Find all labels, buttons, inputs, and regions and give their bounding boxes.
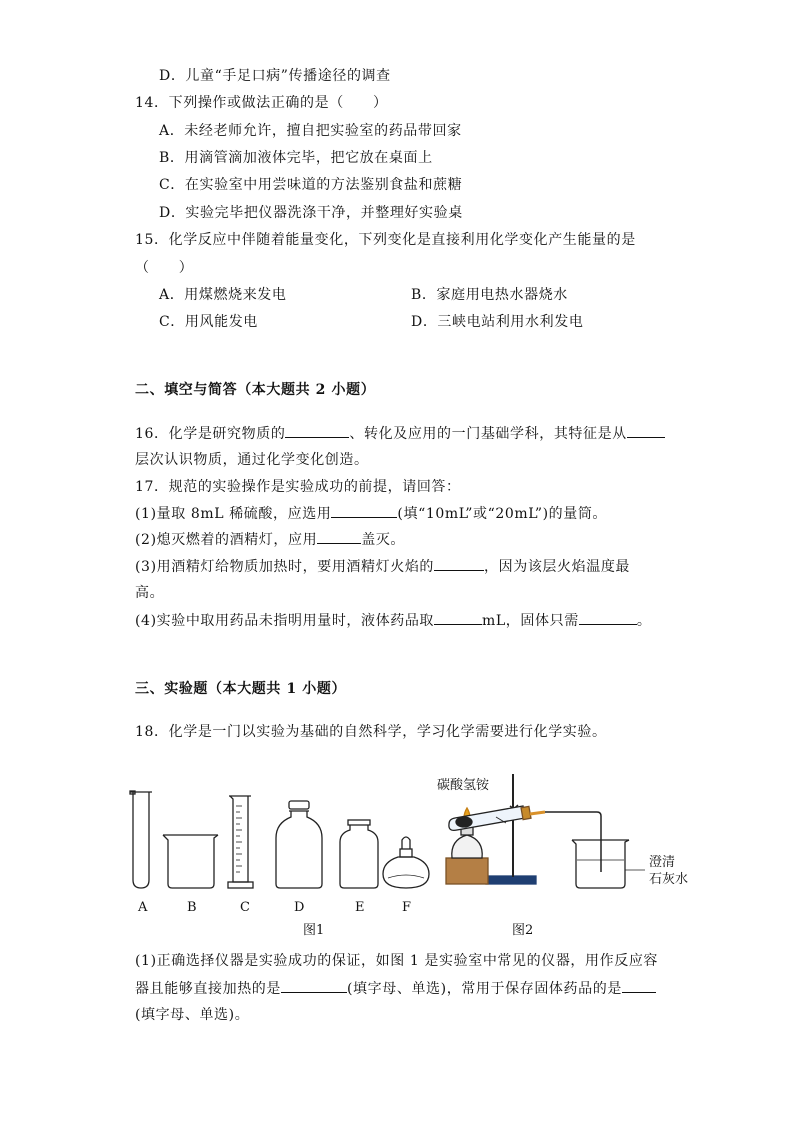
test-tube-icon xyxy=(130,791,152,888)
fig1-label-d: D xyxy=(294,900,305,915)
fig1-caption: 图1 xyxy=(303,923,325,938)
q14-option-c: C．在实验室中用尝味道的方法鉴别食盐和蔗糖 xyxy=(159,177,463,193)
q15-option-d: D．三峡电站利用水利发电 xyxy=(411,314,584,330)
fig1-label-e: E xyxy=(355,900,365,915)
q16-line2: 层次认识物质，通过化学变化创造。 xyxy=(135,452,369,468)
q18-part1-line2-b: (填字母、单选)，常用于保存固体药品的是 xyxy=(347,981,622,997)
fig2-reagent-label: 碳酸氢铵 xyxy=(437,778,490,793)
q18-part1-line1: (1)正确选择仪器是实验成功的保证，如图 1 是实验室中常见的仪器，用作反应容 xyxy=(135,953,659,969)
q16-line1-b: 、转化及应用的一门基础学科，其特征是从 xyxy=(349,426,627,442)
q14-option-a: A．未经老师允许，擅自把实验室的药品带回家 xyxy=(159,123,462,139)
q17-stem: 17．规范的实验操作是实验成功的前提，请回答： xyxy=(135,479,461,495)
q15-paren: （ ） xyxy=(135,260,194,276)
fig2-limewater-label-1: 澄清 xyxy=(649,855,676,870)
q14-option-d: D．实验完毕把仪器洗涤干净，并整理好实验桌 xyxy=(159,205,463,221)
q14-option-b: B．用滴管滴加液体完毕，把它放在桌面上 xyxy=(159,150,433,166)
q15-option-c: C．用风能发电 xyxy=(159,314,258,330)
q17-part4-b: mL，固体只需 xyxy=(482,613,579,629)
q18-blank-2[interactable] xyxy=(622,978,656,993)
q15-option-a: A．用煤燃烧来发电 xyxy=(159,287,287,303)
fig1-label-c: C xyxy=(240,900,250,915)
beaker-icon xyxy=(163,835,218,888)
graduated-cylinder-icon xyxy=(228,796,253,888)
alcohol-lamp-icon xyxy=(383,837,429,888)
q17-part4-c: 。 xyxy=(636,613,652,629)
q17-part4-a: (4)实验中取用药品未指明用量时，液体药品取 xyxy=(135,613,435,629)
q17-part1-b: (填“10mL”或“20mL”)的量筒。 xyxy=(397,506,608,522)
q18-part1-line2 xyxy=(135,978,656,999)
q16-line1-a: 16．化学是研究物质的 xyxy=(135,426,286,442)
fig1-label-f: F xyxy=(402,900,412,915)
fig1-label-b: B xyxy=(187,900,197,915)
fig2-limewater-label-2: 石灰水 xyxy=(649,872,689,887)
section2-title: 二、填空与简答（本大题共 2 小题） xyxy=(135,382,376,398)
q17-part3-cont: 高。 xyxy=(135,585,165,601)
q18-stem: 18．化学是一门以实验为基础的自然科学，学习化学需要进行化学实验。 xyxy=(135,724,607,740)
q17-part1-a: (1)量取 8mL 稀硫酸，应选用 xyxy=(135,506,332,522)
q17-part3-b: ，因为该层火焰温度最 xyxy=(484,559,631,575)
q15-stem: 15．化学反应中伴随着能量变化，下列变化是直接利用化学变化产生能量的是 xyxy=(135,232,636,248)
q18-part1-line2-a: 器且能够直接加热的是 xyxy=(135,981,281,997)
wide-mouth-bottle-icon xyxy=(276,801,322,888)
q14-stem: 14．下列操作或做法正确的是（ ） xyxy=(135,95,388,111)
fig2-caption: 图2 xyxy=(512,923,534,938)
narrow-mouth-bottle-icon xyxy=(340,820,378,888)
fig1-label-a: A xyxy=(138,900,148,915)
q18-blank-1[interactable] xyxy=(281,978,347,993)
q18-part1-line3: (填字母、单选)。 xyxy=(135,1007,250,1023)
q13-option-d: D．儿童“手足口病”传播途径的调查 xyxy=(159,68,391,84)
section3-title: 三、实验题（本大题共 1 小题） xyxy=(135,681,347,697)
q17-part2-a: (2)熄灭燃着的酒精灯，应用 xyxy=(135,532,318,548)
q17-part3-a: (3)用酒精灯给物质加热时，要用酒精灯火焰的 xyxy=(135,559,435,575)
q17-part2-b: 盖灭。 xyxy=(361,532,406,548)
q15-option-b: B．家庭用电热水器烧水 xyxy=(411,287,568,303)
